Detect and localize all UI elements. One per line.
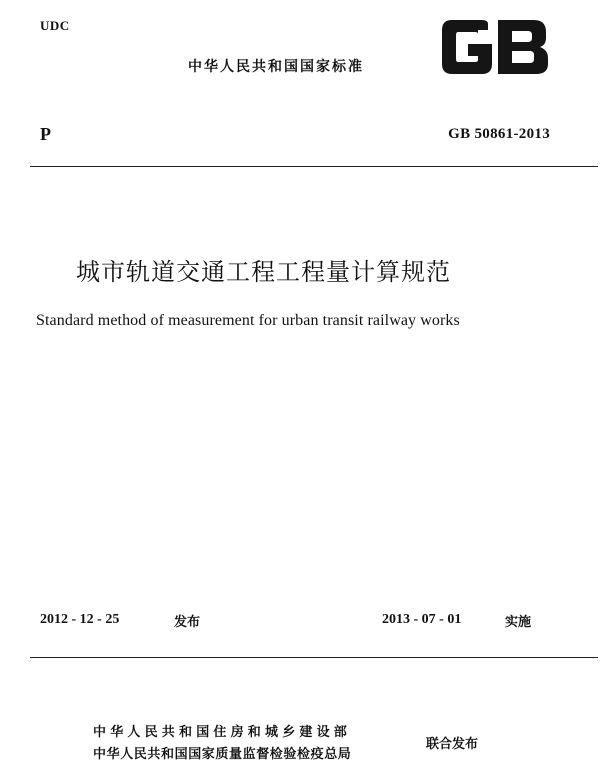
implementation-date: 2013 - 07 - 01 (382, 612, 462, 627)
gb-logo (438, 18, 550, 76)
issue-date: 2012 - 12 - 25 (40, 612, 120, 627)
joint-issue-label: 联合发布 (426, 737, 479, 752)
title-english: Standard method of measurement for urban transit railway works (36, 312, 460, 329)
bottom-divider (30, 657, 598, 658)
title-chinese: 城市轨道交通工程工程量计算规范 (76, 258, 451, 286)
national-standard-label: 中华人民共和国国家标准 (188, 59, 364, 75)
udc-label: UDC (40, 18, 70, 33)
standard-number: GB 50861-2013 (448, 126, 550, 142)
implementation-label: 实施 (505, 615, 532, 630)
top-divider (30, 166, 598, 167)
issue-label: 发布 (174, 615, 201, 630)
category-code: P (40, 124, 51, 144)
publisher-ministry-housing: 中华人民共和国住房和城乡建设部 (93, 725, 352, 740)
publisher-aqsiq: 中华人民共和国国家质量监督检验检疫总局 (93, 747, 352, 762)
